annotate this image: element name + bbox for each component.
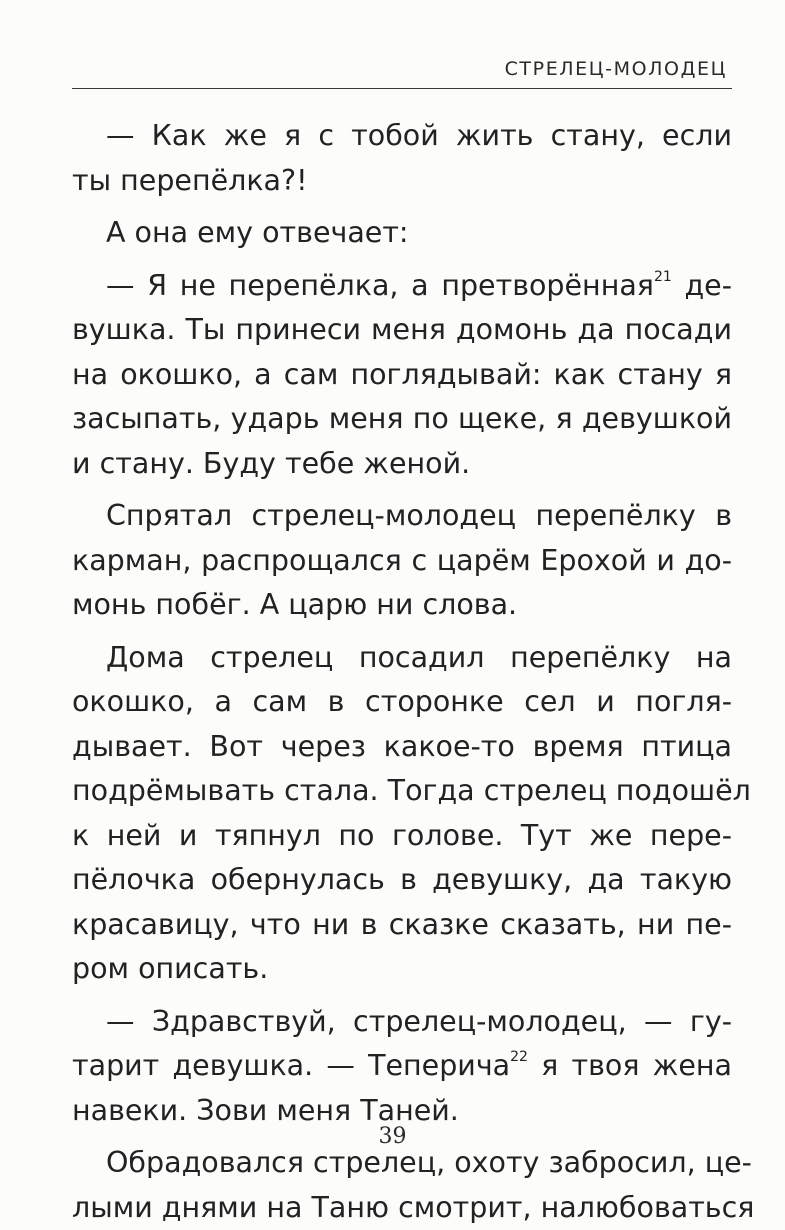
text-line: и стану. Буду тебе женой.: [72, 442, 732, 487]
paragraph-gap: [72, 628, 732, 636]
text-line: навеки. Зови меня Таней.: [72, 1089, 732, 1134]
text-segment: тарит девушка. — Теперича: [72, 1049, 510, 1082]
story-text: [72, 114, 732, 1230]
text-segment: де-: [672, 269, 732, 302]
text-line: на окошко, а сам поглядывай: как стану я: [72, 353, 732, 398]
text-line: — Здравствуй, стрелец-молодец, — гу-: [72, 1000, 732, 1045]
text-line: А она ему отвечает:: [72, 211, 732, 256]
text-line: ты перепёлка?!: [72, 159, 732, 204]
text-line: Обрадовался стрелец, охоту забросил, це-: [72, 1141, 732, 1186]
paragraph-gap: [72, 992, 732, 1000]
text-line: к ней и тяпнул по голове. Тут же пере-: [72, 814, 732, 859]
text-line: красавицу, что ни в сказке сказать, ни пе-: [72, 903, 732, 948]
text-segment: — Я не перепёлка, а претворённая: [106, 269, 654, 302]
text-line: монь побёг. А царю ни слова.: [72, 583, 732, 628]
text-line: карман, распрощался с царём Ерохой и до-: [72, 539, 732, 584]
text-line: Дома стрелец посадил перепёлку на: [72, 636, 732, 681]
footnote-ref-22: 22: [510, 1049, 528, 1065]
text-line: [72, 264, 732, 309]
text-line: пёлочка обернулась в девушку, да такую: [72, 858, 732, 903]
text-line: Спрятал стрелец-молодец перепёлку в: [72, 494, 732, 539]
text-line: вушка. Ты принеси меня домонь да посади: [72, 308, 732, 353]
text-line: засыпать, ударь меня по щеке, я девушкой: [72, 397, 732, 442]
header-rule: [72, 88, 732, 89]
text-line: — Как же я с тобой жить стану, если: [72, 114, 732, 159]
paragraph-gap: [72, 256, 732, 264]
text-line: лыми днями на Таню смотрит, налюбоваться: [72, 1186, 732, 1230]
paragraph-gap: [72, 486, 732, 494]
text-line: окошко, а сам в сторонке сел и погля-: [72, 680, 732, 725]
text-line: [72, 1044, 732, 1089]
page-number: 39: [0, 1124, 785, 1149]
running-title: СТРЕЛЕЦ-МОЛОДЕЦ: [505, 58, 727, 80]
text-line: подрёмывать стала. Тогда стрелец подошёл: [72, 769, 732, 814]
footnote-ref-21: 21: [654, 269, 672, 285]
text-line: дывает. Вот через какое-то время птица: [72, 725, 732, 770]
paragraph-gap: [72, 203, 732, 211]
text-line: ром описать.: [72, 947, 732, 992]
text-segment: я твоя жена: [528, 1049, 732, 1082]
